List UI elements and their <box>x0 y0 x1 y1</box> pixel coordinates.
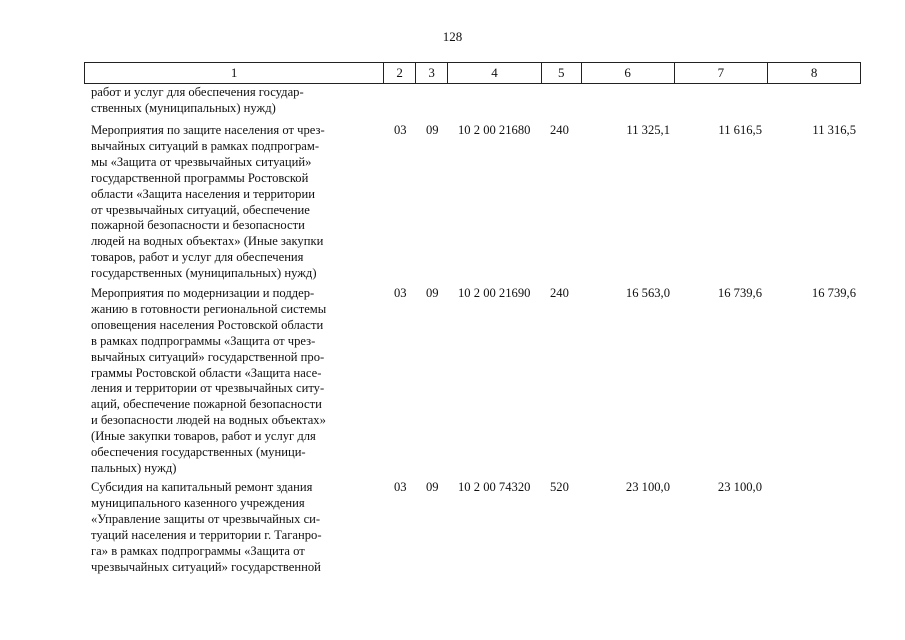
amount-col-6: 23 100,0 <box>625 480 670 494</box>
amount-col-7: 11 616,5 <box>718 123 762 137</box>
amount-col-7: 16 739,6 <box>717 286 762 300</box>
target-article-code: 10 2 00 74320 <box>458 480 531 494</box>
expense-type-code: 240 <box>550 286 569 300</box>
subsection-code: 09 <box>426 480 439 494</box>
amount-col-6: 16 563,0 <box>625 286 670 300</box>
column-header-6: 6 <box>582 63 675 83</box>
column-header-5: 5 <box>542 63 582 83</box>
amount-col-7: 23 100,0 <box>717 480 762 494</box>
column-header-8: 8 <box>810 65 818 80</box>
page-number: 128 <box>442 29 463 44</box>
amount-col-8: 16 739,6 <box>811 286 856 300</box>
subsection-code: 09 <box>426 123 439 137</box>
subsection-code: 09 <box>426 286 439 300</box>
target-article-code: 10 2 00 21680 <box>458 123 531 137</box>
target-article-code: 10 2 00 21690 <box>458 286 531 300</box>
section-code: 03 <box>394 286 407 300</box>
column-header-4: 4 <box>448 63 542 83</box>
row-description: Мероприятия по модернизации и поддер- жанию в готовности региональной системы оповещения населения Ростовской области в рамках подпрограммы «Защита от чрез- вычайных ситуаций» государственной про- граммы Ростовской области «Защита насе- ления и территории от чрезвычайных ситу- аций, обеспечение пожарной безопасности и безопасности людей на водных объектах» (Иные закупки товаров, работ и услуг для обеспечения государственных (муници- пальных) нужд) <box>91 286 327 475</box>
row-description: Мероприятия по защите населения от чрез- вычайных ситуаций в рамках подпрограм- мы «Защита от чрезвычайных ситуаций» государственной программы Ростовской области «Защита населения и территории от чрезвычайных ситуаций, обеспечение пожарной безопасности и безопасности людей на водных объектах» (Иные закупки товаров, работ и услуг для обеспечения государственных (муниципальных) нужд) <box>91 123 325 281</box>
expense-type-code: 520 <box>550 480 569 494</box>
row-description: Субсидия на капитальный ремонт здания муниципального казенного учреждения «Управление защиты от чрезвычайных си- туаций населения и территории г. Таганро- га» в рамках подпрограммы «Защита от чрезвычайных ситуаций» государственной <box>91 480 322 574</box>
section-code: 03 <box>394 480 407 494</box>
amount-col-8: 11 316,5 <box>812 123 856 137</box>
row-description-continued: работ и услуг для обеспечения государ- ственных (муниципальных) нужд) <box>91 85 304 115</box>
section-code: 03 <box>394 123 407 137</box>
column-header-3: 3 <box>416 63 448 83</box>
column-header-1: 1 <box>85 63 384 83</box>
column-header-2: 2 <box>384 63 416 83</box>
table-header <box>84 62 861 84</box>
amount-col-6: 11 325,1 <box>626 123 670 137</box>
column-header-7: 7 <box>675 63 769 83</box>
expense-type-code: 240 <box>550 123 569 137</box>
